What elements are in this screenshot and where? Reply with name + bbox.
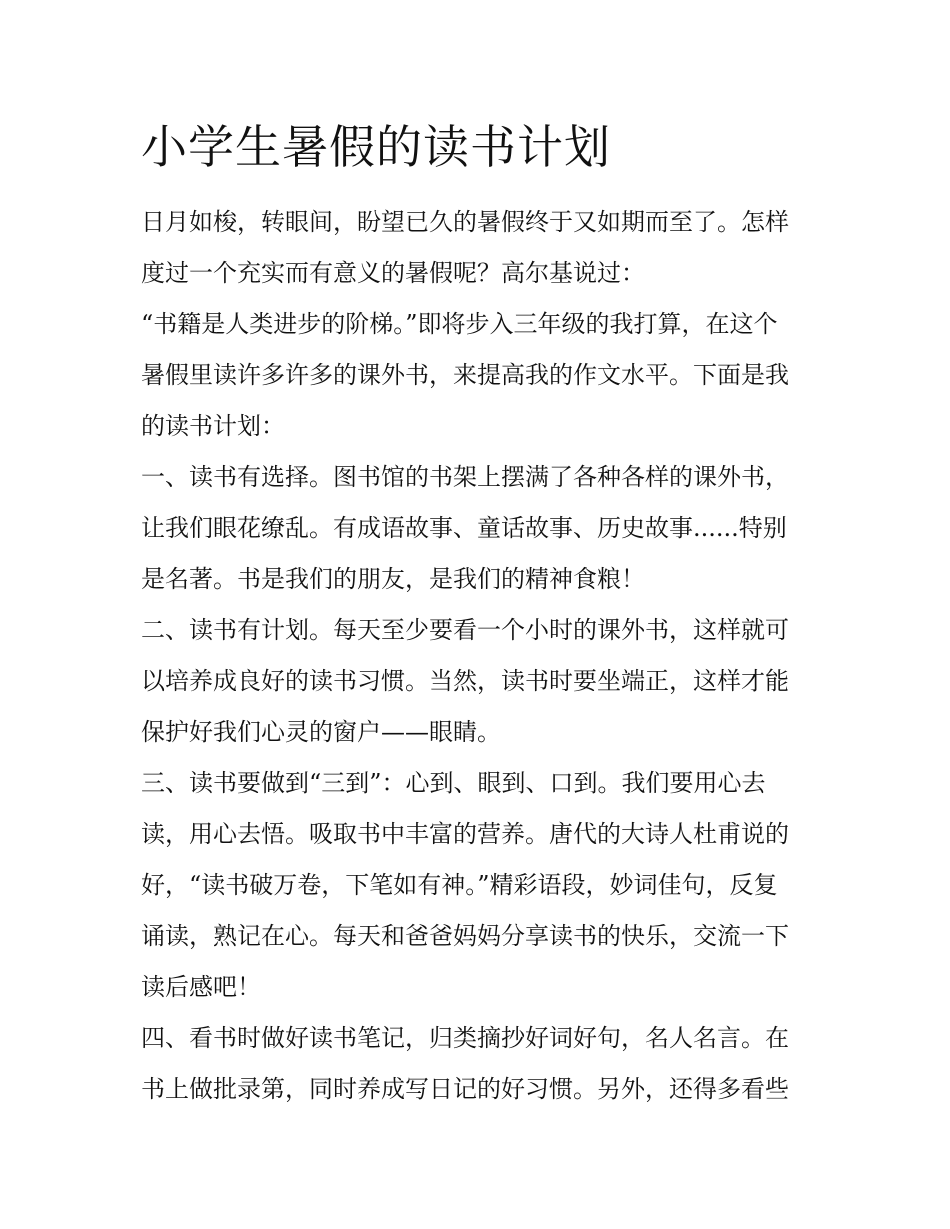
text-line: 以培养成良好的读书习惯。当然，读书时要坐端正，这样才能 bbox=[141, 667, 789, 695]
text-line: 书上做批录第，同时养成写日记的好习惯。另外，还得多看些 bbox=[141, 1075, 789, 1103]
text-line: 让我们眼花缭乱。有成语故事、童话故事、历史故事......特别 bbox=[141, 514, 787, 542]
text-line: 日月如梭，转眼间，盼望已久的暑假终于又如期而至了。怎样 bbox=[141, 208, 789, 236]
text-line: 保护好我们心灵的窗户——眼睛。 bbox=[141, 718, 501, 746]
text-line: 诵读，熟记在心。每天和爸爸妈妈分享读书的快乐，交流一下 bbox=[141, 922, 789, 950]
document-title: 小学生暑假的读书计划 bbox=[141, 120, 611, 174]
text-line: “书籍是人类进步的阶梯。”即将步入三年级的我打算，在这个 bbox=[141, 310, 778, 338]
text-line: 四、看书时做好读书笔记，归类摘抄好词好句，名人名言。在 bbox=[141, 1024, 789, 1052]
text-line: 二、读书有计划。每天至少要看一个小时的课外书，这样就可 bbox=[141, 616, 789, 644]
text-line: 的读书计划： bbox=[141, 412, 285, 440]
document-body bbox=[141, 197, 821, 1115]
text-line: 度过一个充实而有意义的暑假呢？高尔基说过： bbox=[141, 259, 645, 287]
text-line: 暑假里读许多许多的课外书，来提高我的作文水平。下面是我 bbox=[141, 361, 789, 389]
text-line: 三、读书要做到“三到”：心到、眼到、口到。我们要用心去 bbox=[141, 769, 766, 797]
text-line: 是名著。书是我们的朋友，是我们的精神食粮！ bbox=[141, 565, 645, 593]
text-line: 读，用心去悟。吸取书中丰富的营养。唐代的大诗人杜甫说的 bbox=[141, 820, 789, 848]
text-line: 好，“读书破万卷，下笔如有神。”精彩语段，妙词佳句，反复 bbox=[141, 871, 778, 899]
text-line: 读后感吧！ bbox=[141, 973, 261, 1001]
text-line: 一、读书有选择。图书馆的书架上摆满了各种各样的课外书， bbox=[141, 463, 789, 491]
